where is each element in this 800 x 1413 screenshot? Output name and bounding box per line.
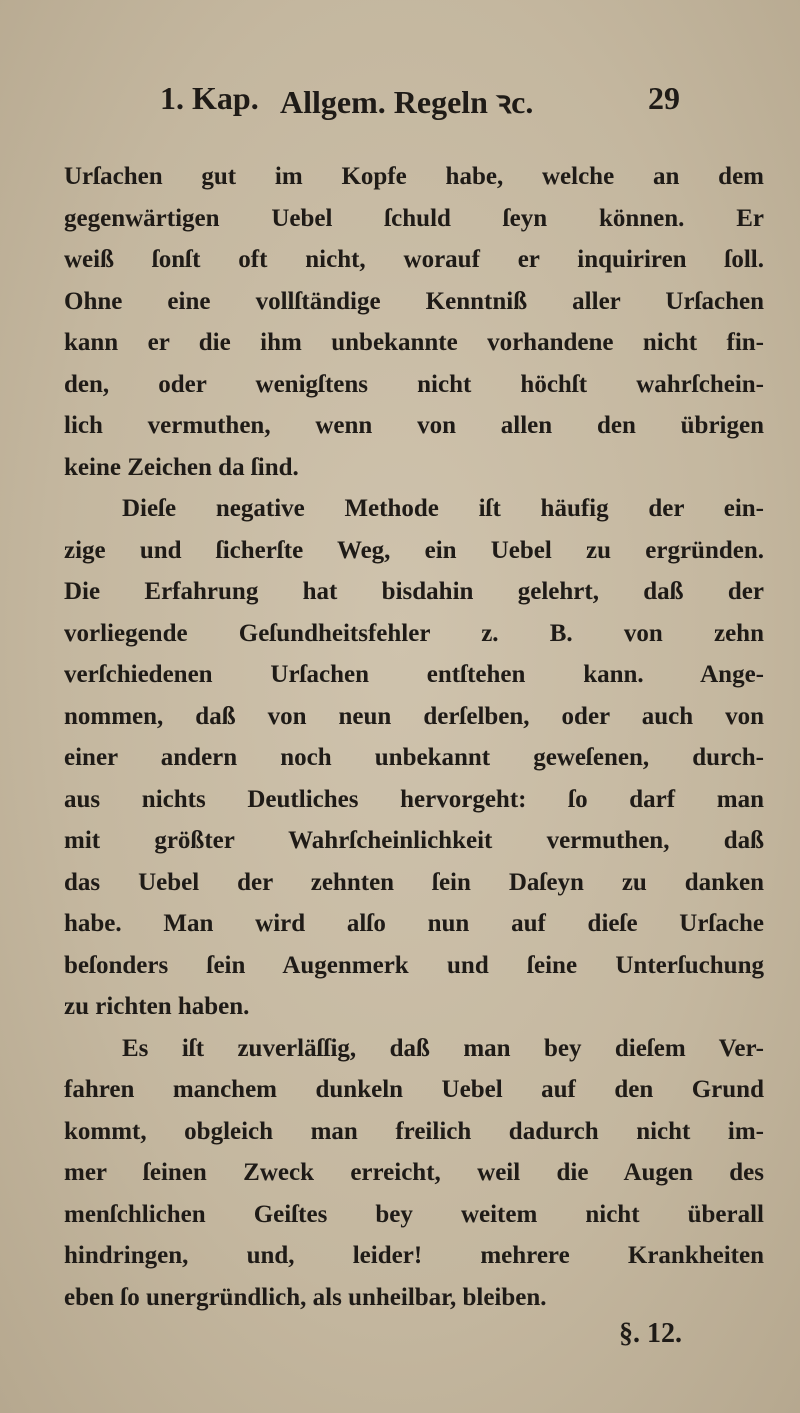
text-line: den, oder wenigſtens nicht höchſt wahrſchein- — [64, 370, 764, 398]
text-line: einer andern noch unbekannt geweſenen, durch- — [64, 744, 764, 771]
paragraph — [64, 488, 764, 1028]
text-line: Dieſe negative Methode iſt häufig der ein- — [122, 495, 764, 522]
text-line: aus nichts Deutliches hervorgeht: ſo darf man — [64, 785, 764, 813]
text-line: lich vermuthen, wenn von allen den übrigen — [64, 412, 764, 439]
text-line: nommen, daß von neun derſelben, oder auch von — [64, 702, 764, 730]
page-body — [64, 156, 764, 1318]
text-line: Es iſt zuverläſſig, daß man bey dieſem Ver- — [122, 1034, 764, 1062]
text-line: hindringen, und, leider! mehrere Krankheiten — [64, 1242, 764, 1269]
text-line: mit größter Wahrſcheinlichkeit vermuthen, daß — [64, 827, 764, 854]
chapter-title: Allgem. Regeln ꝛc. — [280, 84, 534, 120]
chapter-label: 1. Kap. — [160, 80, 259, 116]
page-number: 29 — [648, 80, 680, 116]
text-line: habe. Man wird alſo nun auf dieſe Urſache — [64, 910, 764, 937]
text-line: eben ſo unergründlich, als unheilbar, bleiben. — [64, 1283, 547, 1311]
text-line: zige und ſicherſte Weg, ein Uebel zu ergründen. — [64, 536, 764, 564]
text-line: mer ſeinen Zweck erreicht, weil die Augen des — [64, 1159, 764, 1186]
text-line: beſonders ſein Augenmerk und ſeine Unterſuchung — [64, 951, 764, 979]
paragraph — [64, 1028, 764, 1319]
text-line: weiß ſonſt oft nicht, worauf er inquiriren ſoll. — [64, 246, 764, 273]
text-line: fahren manchem dunkeln Uebel auf den Grund — [64, 1076, 764, 1103]
text-line: zu richten haben. — [64, 993, 250, 1020]
text-line: vorliegende Geſundheitsfehler z. B. von zehn — [64, 619, 764, 647]
paragraph — [64, 156, 764, 488]
text-line: gegenwärtigen Uebel ſchuld ſeyn können. Er — [64, 204, 764, 232]
text-line: kann er die ihm unbekannte vorhandene nicht fin- — [64, 329, 764, 356]
text-line: Die Erfahrung hat bisdahin gelehrt, daß der — [64, 578, 764, 605]
text-line: Urſachen gut im Kopfe habe, welche an dem — [64, 163, 764, 190]
text-line: das Uebel der zehnten ſein Daſeyn zu danken — [64, 868, 764, 896]
catchword: §. 12. — [619, 1318, 682, 1349]
text-line: keine Zeichen da ſind. — [64, 453, 299, 481]
text-line: Ohne eine vollſtändige Kenntniß aller Urſachen — [64, 287, 764, 315]
text-line: menſchlichen Geiſtes bey weitem nicht überall — [64, 1200, 764, 1228]
text-line: verſchiedenen Urſachen entſtehen kann. Ange- — [64, 661, 764, 688]
running-header — [160, 80, 680, 124]
text-line: kommt, obgleich man freilich dadurch nicht im- — [64, 1117, 764, 1145]
